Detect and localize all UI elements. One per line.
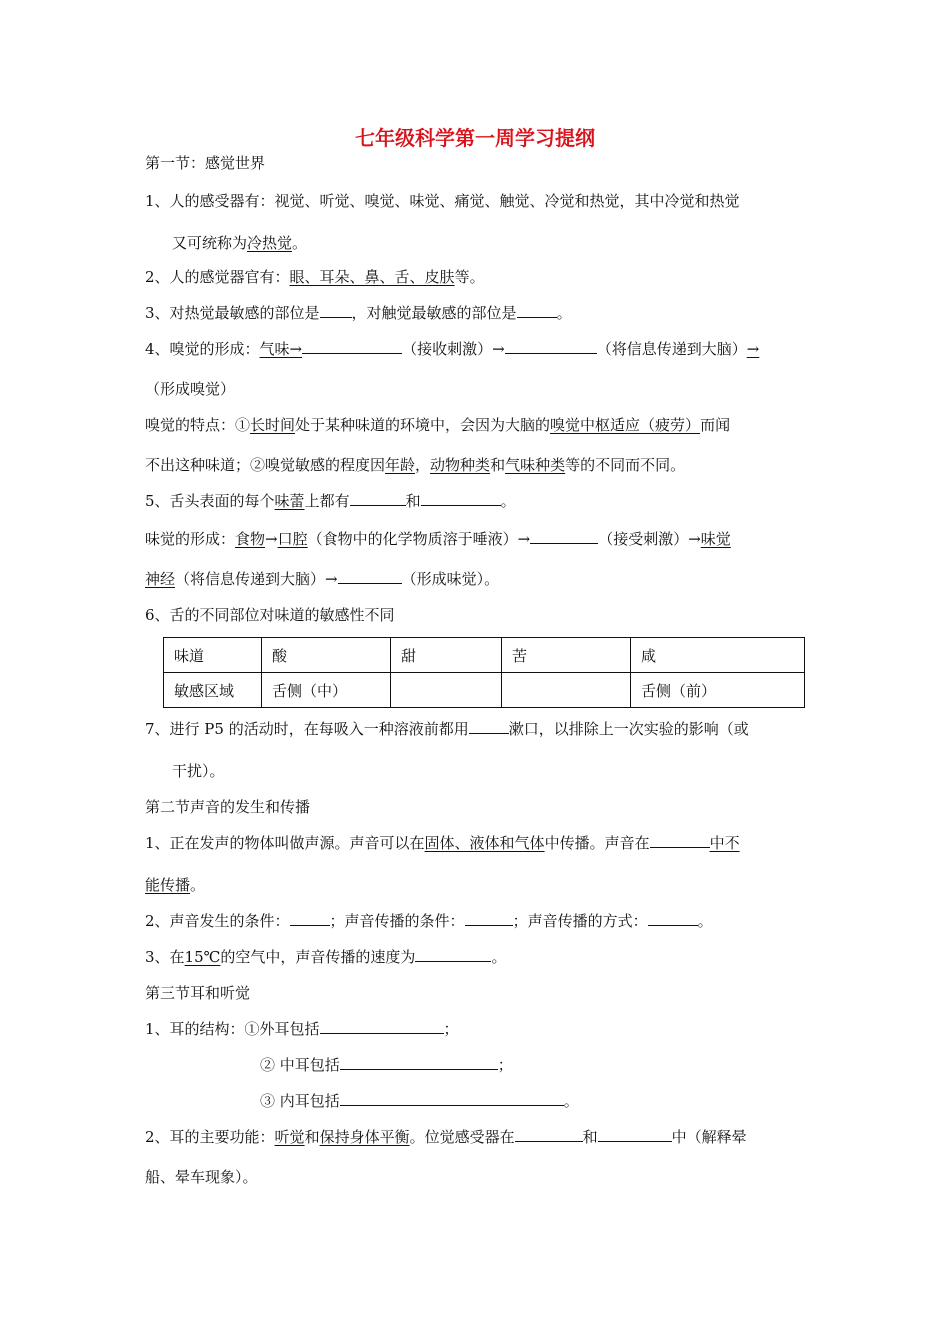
s2-q3-text-b: 的空气中，声音传播的速度为 xyxy=(220,948,416,966)
answer-blank[interactable] xyxy=(340,1056,498,1070)
s3-q1-text-b: ② 中耳包括 xyxy=(260,1056,340,1074)
s2-q3-answer-temp: 15℃ xyxy=(184,948,221,966)
s1-q4-text-c: （将信息传递到大脑） xyxy=(596,340,747,358)
s2-q1-text-b: 中传播。声音在 xyxy=(544,834,650,852)
s1-question-1-cont xyxy=(172,232,837,253)
s3-q1-text-a: 1、耳的结构：①外耳包括 xyxy=(145,1020,320,1038)
answer-blank[interactable] xyxy=(320,304,352,318)
table-cell: 舌侧（中） xyxy=(262,673,391,708)
smell-answer-2: 嗅觉中枢适应（疲劳） xyxy=(550,416,701,434)
smell-text-e: ， xyxy=(415,456,431,474)
s1-smell-features xyxy=(145,414,810,435)
answer-blank[interactable] xyxy=(465,912,513,926)
smell-text-f: 和 xyxy=(490,456,506,474)
taste-text-c: （接受刺激）→ xyxy=(598,530,701,548)
s1-q5-text-b: 上都有 xyxy=(304,492,350,510)
smell-text-a: 嗅觉的特点：① xyxy=(145,416,251,434)
s1-question-2 xyxy=(145,266,810,287)
s3-question-2 xyxy=(145,1126,810,1147)
table-cell: 甜 xyxy=(391,638,502,673)
s2-q1-text-a: 1、正在发声的物体叫做声源。声音可以在 xyxy=(145,834,425,852)
taste-arrow: → xyxy=(265,530,278,548)
answer-blank[interactable] xyxy=(505,340,597,354)
table-cell[interactable] xyxy=(391,673,502,708)
taste-text-d: （将信息传递到大脑）→ xyxy=(175,570,338,588)
smell-text-g: 等的不同而不同。 xyxy=(565,456,686,474)
answer-blank[interactable] xyxy=(421,492,501,506)
smell-text-c: 而闻 xyxy=(700,416,731,434)
table-header-row xyxy=(164,638,805,673)
s3-q2-text-e: 中（解释晕 xyxy=(671,1128,747,1146)
s2-question-1 xyxy=(145,832,810,853)
s1-smell-features-cont xyxy=(145,454,810,475)
s1-q5-end: 。 xyxy=(500,492,516,510)
answer-blank[interactable] xyxy=(517,304,557,318)
taste-answer-mouth: 口腔 xyxy=(277,530,308,548)
s1-q1-cont-text: 又可统称为 xyxy=(172,234,248,252)
s1-q4-answer-odor: 气味→ xyxy=(259,340,303,358)
smell-answer-4: 动物种类 xyxy=(430,456,491,474)
table-cell: 敏感区域 xyxy=(164,673,262,708)
taste-text-a: 味觉的形成： xyxy=(145,530,236,548)
table-cell[interactable] xyxy=(502,673,631,708)
s3-q2-answer-balance: 保持身体平衡 xyxy=(319,1128,410,1146)
table-cell: 苦 xyxy=(502,638,631,673)
s1-q1-text: 1、人的感受器有：视觉、听觉、嗅觉、味觉、痛觉、触觉、冷觉和热觉，其中冷觉和热觉 xyxy=(145,192,740,210)
answer-blank[interactable] xyxy=(350,492,406,506)
s1-q5-text-c: 和 xyxy=(405,492,421,510)
section-1-heading: 第一节：感觉世界 xyxy=(145,154,266,172)
answer-blank[interactable] xyxy=(290,912,330,926)
table-cell: 咸 xyxy=(631,638,805,673)
table-cell: 味道 xyxy=(164,638,262,673)
s3-q1-end-a: ； xyxy=(443,1020,459,1038)
s1-q2-end: 等。 xyxy=(454,268,485,286)
s2-q3-end: 。 xyxy=(491,948,507,966)
s1-question-7 xyxy=(145,718,810,739)
smell-answer-5: 气味种类 xyxy=(505,456,566,474)
s1-q3-end: 。 xyxy=(556,304,572,322)
s1-question-4-cont: （形成嗅觉） xyxy=(145,380,236,398)
s2-q1-answer-b: 能传播 xyxy=(145,876,191,894)
answer-blank[interactable] xyxy=(515,1128,583,1142)
answer-blank[interactable] xyxy=(302,340,402,354)
s1-taste-formation-cont xyxy=(145,568,810,589)
s1-q3-text-b: ，对触觉最敏感的部位是 xyxy=(351,304,517,322)
taste-answer-food: 食物 xyxy=(235,530,266,548)
taste-text-b: （食物中的化学物质溶于唾液）→ xyxy=(307,530,531,548)
answer-blank[interactable] xyxy=(530,530,598,544)
s1-q1-answer: 冷热觉 xyxy=(247,234,293,252)
s3-q2-text-d: 和 xyxy=(582,1128,598,1146)
s1-question-7-cont: 干扰）。 xyxy=(172,762,225,780)
s1-q2-answer: 眼、耳朵、鼻、舌、皮肤 xyxy=(289,268,455,286)
section-3-heading: 第三节耳和听觉 xyxy=(145,984,251,1002)
section-2-heading: 第二节声音的发生和传播 xyxy=(145,798,311,816)
s2-question-3 xyxy=(145,946,810,967)
s3-question-2-cont: 船、晕车现象）。 xyxy=(145,1168,258,1186)
table-row xyxy=(164,673,805,708)
s1-q1-end: 。 xyxy=(292,234,308,252)
s3-q1-text-c: ③ 内耳包括 xyxy=(260,1092,340,1110)
s1-q2-text: 2、人的感觉器官有： xyxy=(145,268,290,286)
s2-q1-answer-a: 中不 xyxy=(709,834,740,852)
s3-q2-answer-hearing: 听觉 xyxy=(274,1128,305,1146)
s1-q7-text-b: 漱口，以排除上一次实验的影响（或 xyxy=(508,720,749,738)
s3-q2-text-c: 。位觉感受器在 xyxy=(409,1128,515,1146)
smell-text-b: 处于某种味道的环境中，会因为大脑的 xyxy=(295,416,551,434)
s1-q4-arrow: → xyxy=(746,340,760,358)
s1-q3-text-a: 3、对热觉最敏感的部位是 xyxy=(145,304,320,322)
taste-answer-nerve-b: 神经 xyxy=(145,570,176,588)
s2-q2-end: 。 xyxy=(697,912,713,930)
s3-question-1-middle-ear xyxy=(260,1054,810,1075)
s3-q2-text-b: 和 xyxy=(304,1128,320,1146)
taste-answer-nerve-a: 味觉 xyxy=(700,530,731,548)
taste-text-e: （形成味觉）。 xyxy=(401,570,500,588)
answer-blank[interactable] xyxy=(598,1128,672,1142)
smell-answer-3: 年龄 xyxy=(385,456,416,474)
s3-q1-end-c: 。 xyxy=(563,1092,579,1110)
answer-blank[interactable] xyxy=(340,1092,564,1106)
answer-blank[interactable] xyxy=(650,834,710,848)
s1-q5-text-a: 5、舌头表面的每个 xyxy=(145,492,275,510)
s3-question-1-inner-ear xyxy=(260,1090,810,1111)
s1-q5-answer: 味蕾 xyxy=(274,492,305,510)
s3-q2-text-a: 2、耳的主要功能： xyxy=(145,1128,275,1146)
s1-question-5 xyxy=(145,490,810,511)
s3-question-1 xyxy=(145,1018,810,1039)
s1-q7-text-a: 7、进行 P5 的活动时，在每吸入一种溶液前都用 xyxy=(145,720,469,738)
s1-question-3 xyxy=(145,302,810,323)
s2-q3-text-a: 3、在 xyxy=(145,948,185,966)
s1-question-4 xyxy=(145,338,810,359)
s2-q2-text-c: ；声音传播的方式： xyxy=(512,912,648,930)
s2-question-2 xyxy=(145,910,810,931)
s1-taste-formation xyxy=(145,528,810,549)
smell-text-d: 不出这种味道；②嗅觉敏感的程度因 xyxy=(145,456,386,474)
s1-q4-text-a: 4、嗅觉的形成： xyxy=(145,340,260,358)
answer-blank[interactable] xyxy=(320,1020,444,1034)
document-title: 七年级科学第一周学习提纲 xyxy=(355,126,595,150)
s2-q2-text-b: ；声音传播的条件： xyxy=(329,912,465,930)
s1-question-1 xyxy=(145,190,810,211)
s1-q4-text-b: （接收刺激）→ xyxy=(402,340,505,358)
s2-question-1-cont xyxy=(145,874,810,895)
smell-answer-1: 长时间 xyxy=(250,416,296,434)
answer-blank[interactable] xyxy=(469,720,509,734)
s2-q1-answer-media: 固体、液体和气体 xyxy=(424,834,545,852)
s3-q1-end-b: ； xyxy=(497,1056,513,1074)
answer-blank[interactable] xyxy=(648,912,698,926)
taste-sensitivity-table xyxy=(163,637,805,708)
answer-blank[interactable] xyxy=(338,570,402,584)
table-cell: 舌侧（前） xyxy=(631,673,805,708)
s2-q2-text-a: 2、声音发生的条件： xyxy=(145,912,290,930)
table-cell: 酸 xyxy=(262,638,391,673)
s2-q1-end: 。 xyxy=(190,876,206,894)
answer-blank[interactable] xyxy=(415,948,491,962)
s1-question-6: 6、舌的不同部位对味道的敏感性不同 xyxy=(145,606,395,624)
